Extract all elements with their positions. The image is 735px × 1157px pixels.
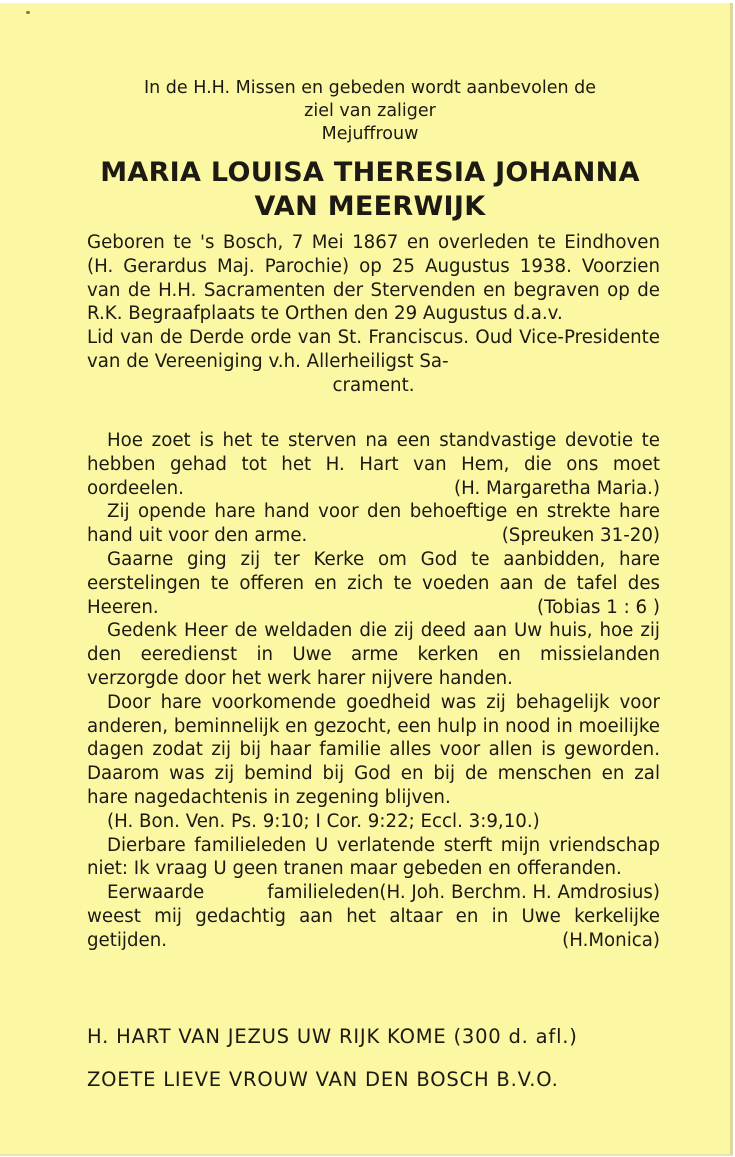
verse: [87, 691, 660, 810]
verse-text: Gaarne ging zij ter Kerke om God te aanbidden, hare eerstelingen te offeren en zich te voeden aan de tafel des Heeren.: [87, 548, 660, 618]
birth-death-paragraph: Geboren te 's Bosch, 7 Mei 1867 en overleden te Eindhoven (H. Gerardus Maj. Parochie) op 25 Augustus 1938. Voorzien van de H.H. Sacramenten der Stervenden en begraven op de R.K. Begraafplaats te Orthen den 29 Augustus d.a.v.: [87, 232, 660, 325]
verse-text: Gedenk Heer de weldaden die zij deed aan Uw huis, hoe zij den eeredienst in Uwe arme kerken en missielanden verzorgde door het werk harer nijvere handen.: [87, 620, 660, 689]
verse: [87, 834, 660, 904]
verse-text: Dierbare familieleden U verlatende sterft mijn vriendschap niet: Ik vraag U geen tranen maar gebeden en offeranden.: [87, 834, 660, 880]
verses: [87, 429, 660, 953]
intro-text: [70, 77, 670, 146]
biography: [87, 231, 660, 398]
verse-source: (Tobias 1 : 6 ): [537, 596, 660, 618]
verse: [87, 429, 660, 500]
verse-source: (H. Bon. Ven. Ps. 9:10; I Cor. 9:22; Eccl. 3:9,10.): [107, 810, 540, 832]
closing-prayer-1: H. HART VAN JEZUS UW RIJK KOME (300 d. afl.): [87, 1025, 578, 1048]
deceased-name: [60, 156, 680, 224]
name-line-1: MARIA LOUISA THERESIA JOHANNA: [100, 157, 640, 188]
verse-source: (Spreuken 31-20): [501, 525, 660, 547]
closing-prayer-2: ZOETE LIEVE VROUW VAN DEN BOSCH B.V.O.: [87, 1068, 559, 1091]
membership-paragraph: Lid van de Derde orde van St. Franciscus. Oud Vice-Presidente van de Vereeniging v.h. Allerheiligst Sa-: [87, 327, 660, 372]
intro-line-3: Mejuffrouw: [321, 124, 419, 144]
verse-text: Door hare voorkomende goedheid was zij behagelijk voor anderen, beminnelijk en gezocht, een hulp in nood in moeilijke dagen zodat zij bij haar familie alles voor allen is geworden. Daarom was zij bemind bij God en bij de menschen en zal hare nagedachtenis in zegening blijven.: [87, 691, 660, 808]
print-speck: [26, 11, 30, 14]
verse-text: Zij opende hare hand voor den behoeftige en strekte hare hand uit voor den arme.: [87, 501, 660, 547]
memorial-card: [0, 3, 733, 1156]
membership-paragraph-end: crament.: [332, 374, 415, 396]
intro-line-1: In de H.H. Missen en gebeden wordt aanbevolen de: [143, 78, 597, 98]
verse-text: Eerwaarde familieleden weest mij gedachtig aan het altaar en in Uwe kerkelijke getijden.: [87, 882, 660, 951]
verse: [87, 619, 660, 690]
verse-source: (H.Monica): [562, 929, 660, 951]
verse-source: (H. Joh. Berchm. H. Amdrosius): [379, 882, 660, 904]
verse: [87, 548, 660, 619]
name-line-2: VAN MEERWIJK: [254, 191, 486, 222]
verse-text: Hoe zoet is het te sterven na een standvastige devotie te hebben gehad tot het H. Hart van Hem, die ons moet oordeelen.: [87, 430, 660, 499]
verse: [87, 500, 660, 548]
intro-line-2: ziel van zaliger: [304, 101, 436, 121]
verse-source: (H. Margaretha Maria.): [454, 477, 660, 499]
